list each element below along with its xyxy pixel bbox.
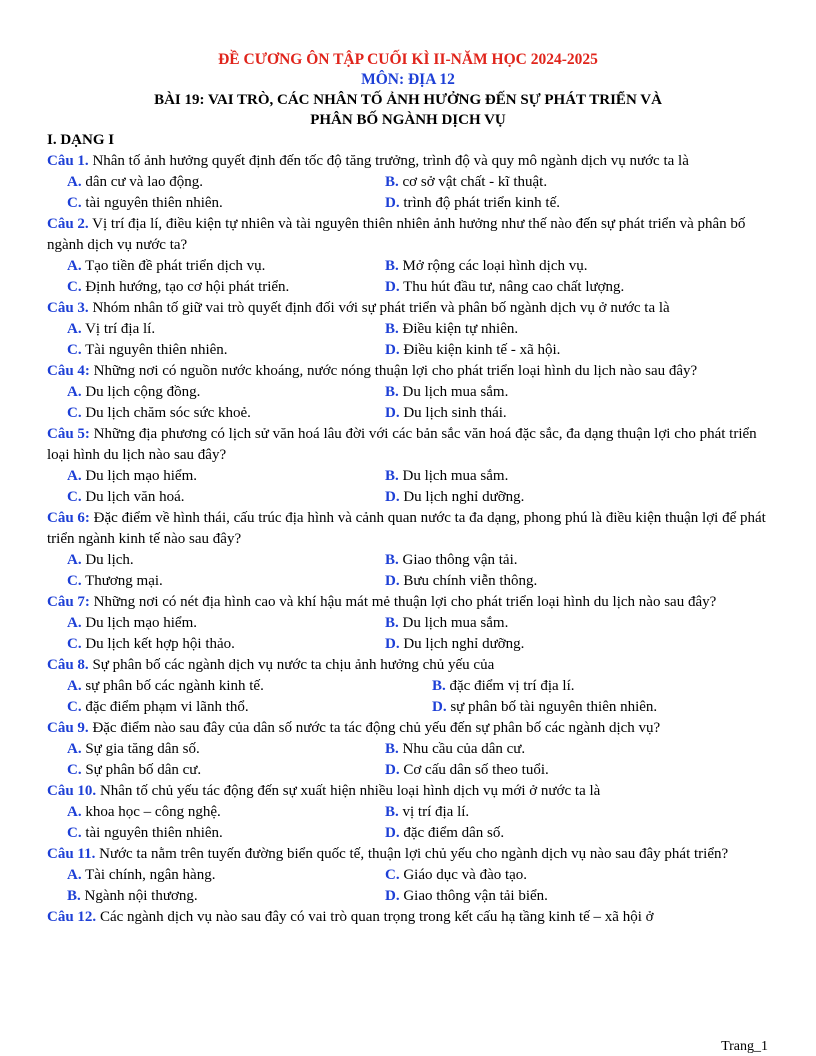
option-letter: C. xyxy=(67,489,82,505)
option-letter: B. xyxy=(385,615,399,631)
answer-option xyxy=(67,550,385,571)
question-number: Câu 3. xyxy=(47,300,89,316)
question-number: Câu 6: xyxy=(47,510,90,526)
question xyxy=(47,655,769,676)
option-letter: A. xyxy=(67,468,82,484)
answer-option xyxy=(67,613,385,634)
option-letter: B. xyxy=(385,552,399,568)
question-text: Các ngành dịch vụ nào sau đây có vai trò quan trọng trong kết cấu hạ tầng kinh tế – xã hội ở xyxy=(99,909,654,925)
question-text: Vị trí địa lí, điều kiện tự nhiên và tài nguyên thiên nhiên ảnh hưởng như thế nào đến sự phát triển và phân bố ngành dịch vụ nước ta? xyxy=(47,216,746,253)
answer-option xyxy=(385,193,769,214)
option-letter: B. xyxy=(432,678,446,694)
option-letter: D. xyxy=(385,636,400,652)
option-letter: B. xyxy=(385,741,399,757)
option-text: Thu hút đầu tư, nâng cao chất lượng. xyxy=(403,279,625,295)
option-text: Giao thông vận tải. xyxy=(402,552,518,568)
option-text: Du lịch kết hợp hội thảo. xyxy=(85,636,235,652)
question-number: Câu 8. xyxy=(47,657,89,673)
option-letter: A. xyxy=(67,552,82,568)
question-number: Câu 12. xyxy=(47,909,97,925)
question-number: Câu 5: xyxy=(47,426,90,442)
option-letter: A. xyxy=(67,867,82,883)
question-text: Nhóm nhân tố giữ vai trò quyết định đối với sự phát triển và phân bố ngành dịch vụ ở nước ta là xyxy=(92,300,670,316)
answer-option xyxy=(67,697,432,718)
question xyxy=(47,298,769,319)
answer-option xyxy=(67,172,385,193)
doc-subject: MÔN: ĐỊA 12 xyxy=(361,71,455,88)
option-letter: C. xyxy=(67,636,82,652)
answer-option xyxy=(67,403,385,424)
option-text: Du lịch sinh thái. xyxy=(403,405,507,421)
question-text: Sự phân bố các ngành dịch vụ nước ta chịu ảnh hưởng chủ yếu của xyxy=(92,657,495,673)
option-text: sự phân bố tài nguyên thiên nhiên. xyxy=(450,699,658,715)
option-letter: A. xyxy=(67,174,82,190)
option-letter: D. xyxy=(385,762,400,778)
question-number: Câu 4: xyxy=(47,363,90,379)
option-text: Điều kiện tự nhiên. xyxy=(402,321,519,337)
answer-option xyxy=(385,277,769,298)
answer-option xyxy=(385,760,769,781)
option-text: cơ sở vật chất - kĩ thuật. xyxy=(402,174,548,190)
option-letter: A. xyxy=(67,321,82,337)
option-text: Tài chính, ngân hàng. xyxy=(85,867,216,883)
option-text: Du lịch chăm sóc sức khoẻ. xyxy=(85,405,251,421)
option-letter: D. xyxy=(385,405,400,421)
option-text: Du lịch nghỉ dưỡng. xyxy=(403,489,525,505)
option-text: Ngành nội thương. xyxy=(84,888,198,904)
answer-options xyxy=(47,802,769,844)
answer-option xyxy=(67,886,385,907)
answer-options xyxy=(47,382,769,424)
option-letter: B. xyxy=(385,174,399,190)
answer-option xyxy=(67,256,385,277)
answer-option xyxy=(67,319,385,340)
answer-option xyxy=(67,760,385,781)
question-number: Câu 7: xyxy=(47,594,90,610)
option-text: Giáo dục và đào tạo. xyxy=(403,867,528,883)
option-text: đặc điểm vị trí địa lí. xyxy=(449,678,575,694)
answer-option xyxy=(385,403,769,424)
option-letter: B. xyxy=(385,468,399,484)
question-number: Câu 10. xyxy=(47,783,97,799)
option-letter: B. xyxy=(385,321,399,337)
option-letter: C. xyxy=(67,342,82,358)
question xyxy=(47,424,769,466)
answer-option xyxy=(67,802,385,823)
option-text: khoa học – công nghệ. xyxy=(85,804,221,820)
question-text: Những nơi có nét địa hình cao và khí hậu mát mẻ thuận lợi cho phát triển loại hình du lịch nào sau đây? xyxy=(93,594,717,610)
answer-option xyxy=(67,487,385,508)
option-text: Du lịch nghỉ dưỡng. xyxy=(403,636,525,652)
option-letter: C. xyxy=(67,825,82,841)
answer-option xyxy=(385,613,769,634)
answer-options xyxy=(47,256,769,298)
answer-option xyxy=(385,382,769,403)
option-letter: D. xyxy=(385,888,400,904)
option-text: tài nguyên thiên nhiên. xyxy=(85,825,223,841)
answer-option xyxy=(385,172,769,193)
option-text: Bưu chính viễn thông. xyxy=(403,573,538,589)
lesson-title-line1: BÀI 19: VAI TRÒ, CÁC NHÂN TỐ ẢNH HƯỞNG ĐẾN SỰ PHÁT TRIỂN VÀ xyxy=(154,92,662,108)
answer-option xyxy=(385,865,769,886)
lesson-title-line2: PHÂN BỐ NGÀNH DỊCH VỤ xyxy=(310,112,506,128)
answer-option xyxy=(67,676,432,697)
question-number: Câu 9. xyxy=(47,720,89,736)
option-letter: B. xyxy=(385,384,399,400)
answer-option xyxy=(67,823,385,844)
option-letter: C. xyxy=(67,195,82,211)
answer-option xyxy=(67,865,385,886)
answer-option xyxy=(385,466,769,487)
answer-option xyxy=(385,823,769,844)
answer-option xyxy=(385,340,769,361)
option-text: sự phân bố các ngành kinh tế. xyxy=(85,678,264,694)
option-text: Thương mại. xyxy=(85,573,163,589)
question-list xyxy=(47,151,769,928)
page-number: Trang_1 xyxy=(721,1039,768,1054)
question xyxy=(47,718,769,739)
option-letter: A. xyxy=(67,804,82,820)
question-text: Đặc điểm nào sau đây của dân số nước ta tác động chủ yếu đến sự phân bố các ngành dịch vụ? xyxy=(92,720,661,736)
option-letter: C. xyxy=(67,279,82,295)
option-letter: C. xyxy=(67,699,82,715)
question-text: Nhân tố chủ yếu tác động đến sự xuất hiện nhiều loại hình dịch vụ mới ở nước ta là xyxy=(99,783,601,799)
option-letter: C. xyxy=(67,405,82,421)
answer-options xyxy=(47,676,769,718)
answer-option xyxy=(432,697,769,718)
option-letter: C. xyxy=(385,867,400,883)
question xyxy=(47,361,769,382)
option-letter: D. xyxy=(385,573,400,589)
option-text: Du lịch mạo hiểm. xyxy=(85,615,197,631)
answer-options xyxy=(47,319,769,361)
question-number: Câu 11. xyxy=(47,846,96,862)
answer-option xyxy=(385,550,769,571)
question-text: Nước ta nằm trên tuyến đường biển quốc tế, thuận lợi chủ yếu cho ngành dịch vụ nào sau đây phát triển? xyxy=(99,846,729,862)
question-number: Câu 2. xyxy=(47,216,89,232)
option-letter: D. xyxy=(385,279,400,295)
option-text: Giao thông vận tải biển. xyxy=(403,888,548,904)
option-letter: B. xyxy=(67,888,81,904)
answer-option xyxy=(385,487,769,508)
option-letter: A. xyxy=(67,258,82,274)
answer-options xyxy=(47,739,769,781)
question xyxy=(47,214,769,256)
section-heading: I. DẠNG I xyxy=(47,132,115,148)
question-text: Những địa phương có lịch sử văn hoá lâu đời với các bản sắc văn hoá đặc sắc, đa dạng thuận lợi cho phát triển loại hình du lịch nào sau đây? xyxy=(47,426,757,463)
option-text: Mở rộng các loại hình dịch vụ. xyxy=(402,258,588,274)
option-text: Cơ cấu dân số theo tuổi. xyxy=(403,762,549,778)
answer-options xyxy=(47,550,769,592)
question xyxy=(47,781,769,802)
option-letter: D. xyxy=(385,195,400,211)
option-text: Du lịch mua sắm. xyxy=(402,384,509,400)
answer-option xyxy=(385,256,769,277)
answer-option xyxy=(67,193,385,214)
answer-option xyxy=(432,676,769,697)
option-text: Sự gia tăng dân số. xyxy=(85,741,200,757)
option-text: Nhu cầu của dân cư. xyxy=(402,741,526,757)
option-text: đặc điểm phạm vi lãnh thổ. xyxy=(85,699,249,715)
question xyxy=(47,907,769,928)
option-text: trình độ phát triển kinh tế. xyxy=(403,195,560,211)
answer-option xyxy=(67,466,385,487)
question-text: Đặc điểm về hình thái, cấu trúc địa hình và cảnh quan nước ta đa dạng, phong phú là điều kiện thuận lợi để phát triển ngành kinh tế nào sau đây? xyxy=(47,510,766,547)
question xyxy=(47,844,769,865)
option-text: tài nguyên thiên nhiên. xyxy=(85,195,223,211)
answer-option xyxy=(385,802,769,823)
option-text: vị trí địa lí. xyxy=(402,804,470,820)
option-letter: A. xyxy=(67,741,82,757)
question xyxy=(47,151,769,172)
option-letter: C. xyxy=(67,573,82,589)
answer-option xyxy=(67,634,385,655)
option-letter: B. xyxy=(385,804,399,820)
answer-options xyxy=(47,172,769,214)
answer-option xyxy=(385,634,769,655)
document-page xyxy=(47,50,769,928)
question xyxy=(47,592,769,613)
option-text: Điều kiện kinh tế - xã hội. xyxy=(403,342,561,358)
answer-option xyxy=(67,340,385,361)
option-letter: D. xyxy=(385,825,400,841)
question xyxy=(47,508,769,550)
option-text: Sự phân bố dân cư. xyxy=(85,762,202,778)
answer-option xyxy=(67,739,385,760)
option-letter: A. xyxy=(67,678,82,694)
answer-option xyxy=(67,277,385,298)
answer-option xyxy=(67,571,385,592)
answer-options xyxy=(47,466,769,508)
answer-options xyxy=(47,865,769,907)
doc-title: ĐỀ CƯƠNG ÔN TẬP CUỐI KÌ II-NĂM HỌC 2024-2025 xyxy=(218,51,598,68)
option-letter: C. xyxy=(67,762,82,778)
answer-option xyxy=(385,571,769,592)
option-text: Du lịch mua sắm. xyxy=(402,468,509,484)
option-letter: D. xyxy=(385,342,400,358)
answer-option xyxy=(67,382,385,403)
option-text: Du lịch mạo hiểm. xyxy=(85,468,197,484)
question-number: Câu 1. xyxy=(47,153,89,169)
option-letter: D. xyxy=(385,489,400,505)
question-text: Những nơi có nguồn nước khoáng, nước nóng thuận lợi cho phát triển loại hình du lịch nào sau đây? xyxy=(93,363,698,379)
option-text: Du lịch văn hoá. xyxy=(85,489,185,505)
option-text: Du lịch cộng đồng. xyxy=(85,384,201,400)
option-letter: D. xyxy=(432,699,447,715)
option-letter: A. xyxy=(67,615,82,631)
option-text: dân cư và lao động. xyxy=(85,174,204,190)
option-letter: A. xyxy=(67,384,82,400)
answer-option xyxy=(385,739,769,760)
option-text: Du lịch mua sắm. xyxy=(402,615,509,631)
answer-option xyxy=(385,319,769,340)
option-text: Định hướng, tạo cơ hội phát triển. xyxy=(85,279,290,295)
option-text: đặc điểm dân số. xyxy=(403,825,505,841)
answer-options xyxy=(47,613,769,655)
option-text: Vị trí địa lí. xyxy=(85,321,156,337)
option-letter: B. xyxy=(385,258,399,274)
option-text: Du lịch. xyxy=(85,552,134,568)
question-text: Nhân tố ảnh hưởng quyết định đến tốc độ tăng trưởng, trình độ và quy mô ngành dịch vụ nước ta là xyxy=(92,153,689,169)
option-text: Tài nguyên thiên nhiên. xyxy=(85,342,228,358)
answer-option xyxy=(385,886,769,907)
option-text: Tạo tiền đề phát triển dịch vụ. xyxy=(85,258,266,274)
